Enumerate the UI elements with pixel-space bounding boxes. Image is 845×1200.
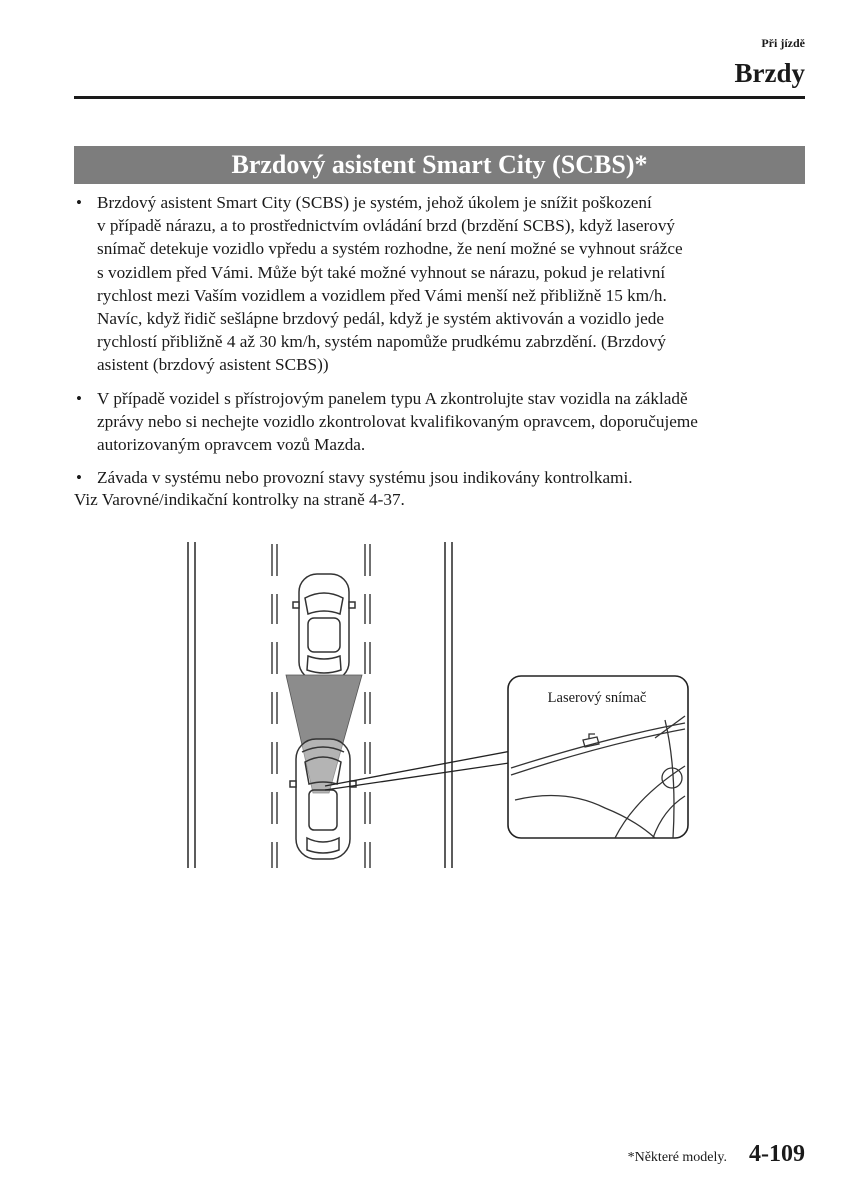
bullet-item-1 [74, 191, 805, 377]
bullet-line: asistent (brzdový asistent SCBS)) [97, 355, 329, 375]
bullet-line: Navíc, když řidič sešlápne brzdový pedál, když je systém aktivován a vozidlo jede [97, 309, 665, 329]
bullet-item-3 [74, 466, 805, 489]
bullet-line: v případě nárazu, a to prostřednictvím ovládání brzd (brzdění SCBS), když laserový [97, 216, 676, 236]
bullet-line: s vozidlem před Vámi. Může být také možné vyhnout se nárazu, pokud je relativní [97, 262, 666, 282]
bullet-line: rychlost mezi Vaším vozidlem a vozidlem před Vámi menší než přibližně 15 km/h. [97, 285, 667, 305]
bullet-item-2 [74, 387, 805, 457]
front-car [293, 574, 355, 680]
reference-line: Viz Varovné/indikační kontrolky na straně 4-37. [74, 490, 405, 509]
header-rule [74, 96, 805, 99]
bullet-line: rychlostí přibližně 4 až 30 km/h, systém napomůže prudkému zabrzdění. (Brzdový [97, 332, 666, 352]
callout-label: Laserový snímač [547, 690, 647, 706]
bullet-dot: • [76, 193, 82, 212]
scbs-diagram [185, 538, 695, 873]
bullet-line: V případě vozidel s přístrojovým panelem typu A zkontrolujte stav vozidla na základě [97, 388, 688, 408]
header-section: Při jízdě [761, 36, 805, 50]
bullet-line: Brzdový asistent Smart City (SCBS) je systém, jehož úkolem je snížit poškození [97, 193, 652, 212]
sensor-callout [508, 676, 688, 838]
bullet-line: snímač detekuje vozidlo vpředu a systém rozhodne, že není možné se vyhnout srážce [97, 239, 683, 259]
footnote: *Některé modely. [627, 1150, 727, 1165]
page-number: 4-109 [749, 1141, 805, 1167]
bullet-line: Závada v systému nebo provozní stavy systému jsou indikovány kontrolkami. [97, 468, 633, 488]
bullet-dot: • [76, 468, 82, 488]
own-car [290, 739, 356, 859]
bullet-line: autorizovaným opravcem vozů Mazda. [97, 435, 366, 455]
page-title: Brzdy [734, 58, 805, 88]
section-banner: Brzdový asistent Smart City (SCBS)* [74, 146, 805, 184]
bullet-list [74, 191, 805, 499]
bullet-dot: • [76, 388, 82, 408]
bullet-line: zprávy nebo si nechejte vozidlo zkontrolovat kvalifikovaným opravcem, doporučujeme [97, 411, 698, 431]
